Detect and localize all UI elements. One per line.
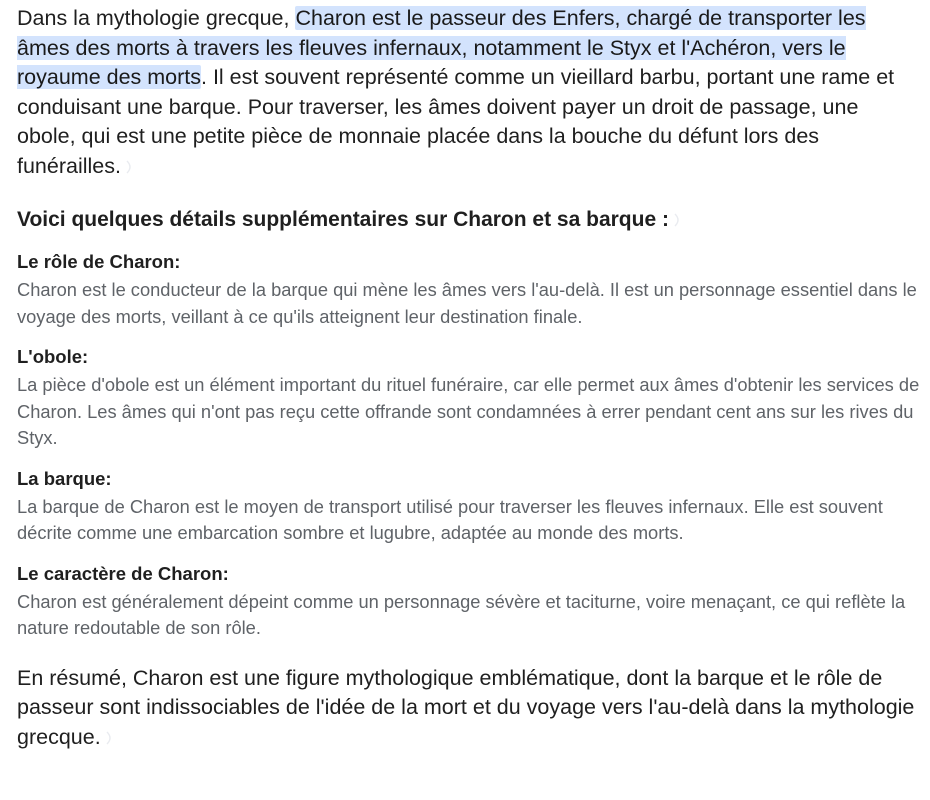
source-chip-icon <box>125 159 135 175</box>
details-heading-text: Voici quelques détails supplémentaires sur Charon et sa barque : <box>17 208 669 231</box>
section-obole <box>17 344 922 452</box>
section-body: Charon est généralement dépeint comme un personnage sévère et taciturne, voire menaçant, ce qui reflète la nature redoutable de son rôle. <box>17 590 906 638</box>
response-content <box>17 4 922 752</box>
summary-paragraph <box>17 664 922 753</box>
highlighted-text[interactable]: Charon est le passeur des Enfers, chargé de transporter les âmes des morts à travers les fleuves infernaux, notamment le Styx et l'Achéron, vers le royaume des morts <box>17 6 866 89</box>
intro-trailing-text: . Il est souvent représenté comme un vieillard barbu, portant une rame et conduisant une barque. Pour traverser, les âmes doivent payer un droit de passage, une obole, qui est une petite pièce de monnaie placée dans la bouche du défunt lors des funérailles. <box>17 65 895 178</box>
source-chip-icon <box>673 212 683 228</box>
section-body: Charon est le conducteur de la barque qui mène les âmes vers l'au-delà. Il est un personnage essentiel dans le voyage des morts, veillant à ce qu'ils atteignent leur destination finale. <box>17 279 917 327</box>
section-body: La barque de Charon est le moyen de transport utilisé pour traverser les fleuves infernaux. Elle est souvent décrite comme une embarcation sombre et lugubre, adaptée au monde des morts. <box>17 495 883 543</box>
details-heading <box>17 205 922 235</box>
intro-lead-text: Dans la mythologie grecque, <box>17 6 296 30</box>
section-title: La barque: <box>17 467 112 489</box>
section-body: La pièce d'obole est un élément important du rituel funéraire, car elle permet aux âmes d'obtenir les services de Charon. Les âmes qui n'ont pas reçu cette offrande sont condamnées à errer pendant cent ans sur les rives du Styx. <box>17 374 920 448</box>
section-role <box>17 249 922 330</box>
section-title: L'obole: <box>17 346 89 367</box>
section-title: Le caractère de Charon: <box>17 562 229 584</box>
intro-paragraph <box>17 4 922 181</box>
section-barque <box>17 466 922 547</box>
section-title: Le rôle de Charon: <box>17 251 181 272</box>
source-chip-icon <box>105 730 115 746</box>
section-caractere <box>17 561 922 642</box>
summary-text: En résumé, Charon est une figure mythologique emblématique, dont la barque et le rôle de passeur sont indissociables de l'idée de la mort et du voyage vers l'au-delà dans la mythologie grecque. <box>17 665 915 749</box>
